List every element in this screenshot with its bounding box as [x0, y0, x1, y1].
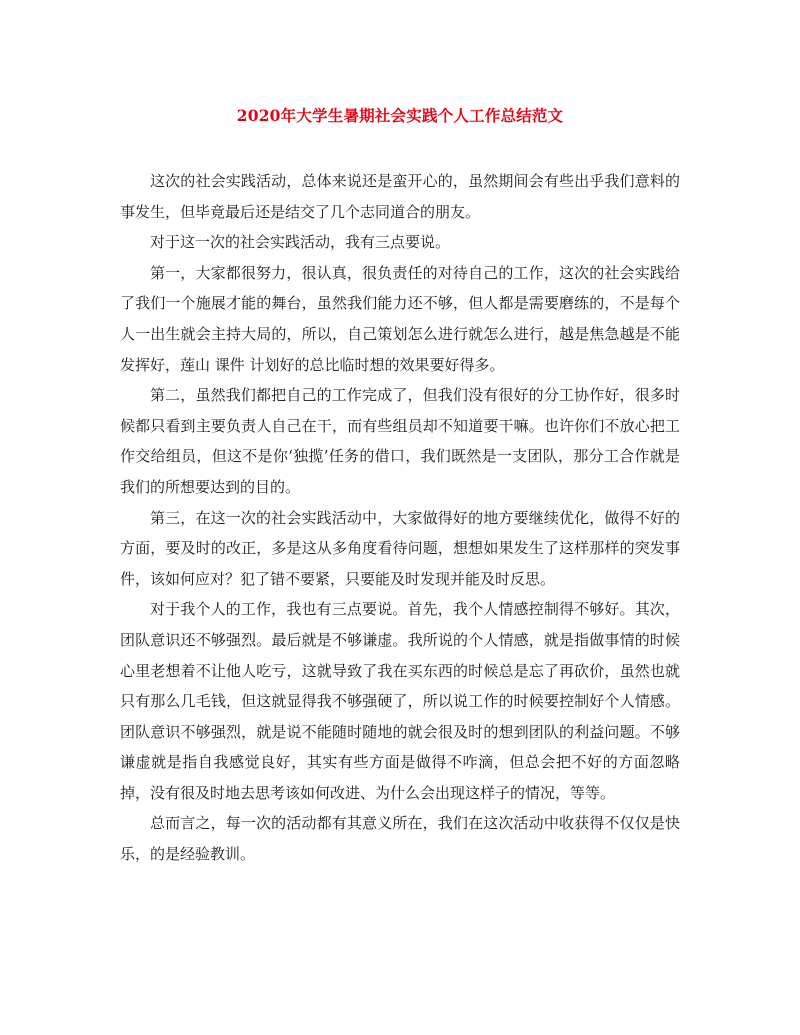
- paragraph-third: 第三，在这一次的社会实践活动中，大家做得好的地方要继续优化，做得不好的方面，要及时的改正，多是这从多角度看待问题，想想如果发生了这样那样的突发事件，该如何应对？犯了错不要紧，只要能及时发现并能及时反思。: [120, 508, 680, 588]
- paragraph-three-points: 对于这一次的社会实践活动，我有三点要说。: [150, 233, 451, 252]
- paragraph-personal: 对于我个人的工作，我也有三点要说。首先，我个人情感控制得不够好。其次，团队意识还不够强烈。最后就是不够谦虚。我所说的个人情感，就是指做事情的时候心里老想着不让他人吃亏，这就导致了我在买东西的时候总是忘了再砍价，虽然也就只有那么几毛钱，但这就显得我不够强硬了，所以说工作的时候要控制好个人情感。团队意识不够强烈，就是说不能随时随地的就会很及时的想到团队的利益问题。不够谦虚就是指自我感觉良好，其实有些方面是做得不咋滴，但总会把不好的方面忽略掉，没有很及时地去思考该如何改进、为什么会出现这样子的情况，等等。: [120, 600, 680, 802]
- paragraph-second: 第二，虽然我们都把自己的工作完成了，但我们没有很好的分工协作好，很多时候都只看到主要负责人自己在干，而有些组员却不知道要干嘛。也许你们不放心把工作交给组员，但这不是你‘独揽’任务的借口，我们既然是一支团队，那分工合作就是我们的所想要达到的目的。: [120, 386, 680, 496]
- paragraph-intro: 这次的社会实践活动，总体来说还是蛮开心的，虽然期间会有些出乎我们意料的事发生，但毕竟最后还是结交了几个志同道合的朋友。: [120, 172, 680, 221]
- paragraph-first: 第一，大家都很努力，很认真，很负责任的对待自己的工作，这次的社会实践给了我们一个施展才能的舞台，虽然我们能力还不够，但人都是需要磨练的，不是每个人一出生就会主持大局的，所以，自己策划怎么进行就怎么进行，越是焦急越是不能发挥好，莲山 课件 计划好的总比临时想的效果要好得多。: [120, 263, 680, 374]
- paragraph-conclusion: 总而言之，每一次的活动都有其意义所在，我们在这次活动中收获得不仅仅是快乐，的是经验教训。: [120, 814, 680, 864]
- document-title: 2020年大学生暑期社会实践个人工作总结范文: [236, 106, 564, 125]
- document-body: [120, 166, 680, 870]
